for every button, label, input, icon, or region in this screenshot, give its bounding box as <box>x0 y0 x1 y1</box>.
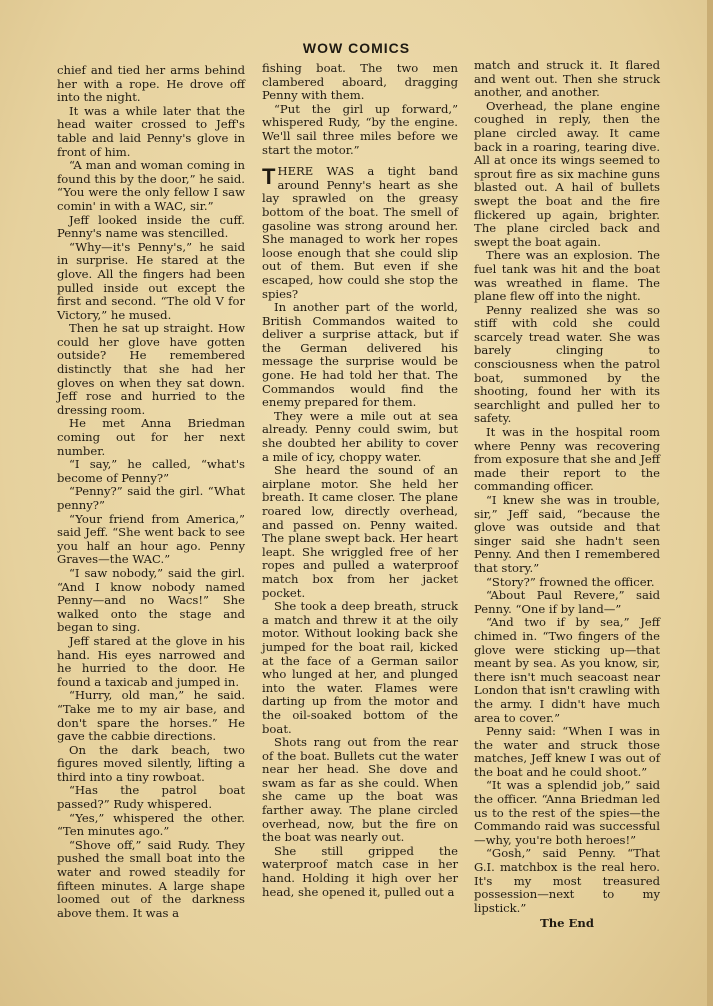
section-start-paragraph <box>262 165 458 301</box>
paragraph: “Why—it's Penny's,” he said in surprise. He stared at the glove. All the fingers had been pulled inside out except the first and second. “The old V for Victory,” he mused. <box>57 239 245 322</box>
paragraph: In another part of the world, British Commandos waited to deliver a surprise attack, but if the German delivered his message the surprise would be gone. He had told her that. The Commandos would find the enemy prepared for them. <box>262 300 458 410</box>
page-edge <box>707 0 713 1006</box>
paragraph: “I knew she was in trouble, sir,” Jeff said, “because the glove was outside and that singer said she hadn't seen Penny. And then I remembered that story.” <box>474 493 660 575</box>
paragraph: “Penny?” said the girl. “What penny?” <box>57 484 245 512</box>
paragraph: “About Paul Revere,” said Penny. “One if by land—” <box>474 588 660 616</box>
paragraph: Then he sat up straight. How could her glove have gotten outside? He remembered distinctly that she had her gloves on when they sat down. Jeff rose and hurried to the dressing room. <box>57 321 245 417</box>
text-column-2 <box>262 62 458 899</box>
paragraph: chief and tied her arms behind her with a rope. He drove off into the night. <box>57 63 245 105</box>
paragraph: Overhead, the plane engine coughed in reply, then the plane circled away. It came back in a roaring, tearing dive. All at once its wings seemed to sprout fire as six machine guns blasted out. A hail of bullets swept the boat and the fire flickered up again, brighter. The plane circled back and swept the boat again. <box>474 98 660 249</box>
paragraph: Shots rang out from the rear of the boat. Bullets cut the water near her head. She dove and swam as far as she could. When she came up the boat was farther away. The plane circled overhead, now, but the fire on the boat was nearly out. <box>262 735 458 845</box>
paragraph: “Story?” frowned the officer. <box>486 574 655 589</box>
paragraph: “Has the patrol boat passed?” Rudy whispered. <box>57 783 245 812</box>
drop-cap: T <box>262 164 276 190</box>
paragraph: fishing boat. The two men clambered aboard, dragging Penny with them. <box>262 61 458 103</box>
paragraph: Penny realized she was so stiff with cold she could scarcely tread water. She was barely clinging to consciousness when the patrol boat, summoned by the shooting, found her with its searchlight and pulled her to safety. <box>474 302 660 426</box>
paragraph: “Your friend from America,” said Jeff. “She went back to see you half an hour ago. Penny Graves—the WAC.” <box>57 511 245 567</box>
paragraph: “I saw nobody,” said the girl. “And I know nobody named Penny—and no Wacs!” She walked onto the stage and began to sing. <box>57 565 245 635</box>
paragraph: match and struck it. It flared and went out. Then she struck another, and another. <box>474 58 660 100</box>
paragraph: It was a while later that the head waiter crossed to Jeff's table and laid Penny's glove in front of him. <box>57 103 245 159</box>
paragraph: She took a deep breath, struck a match and threw it at the oily motor. Without looking back she jumped for the boat rail, kicked at the face of a German sailor who lunged at her, and plunged into the water. Flames were darting up from the motor and the oil-soaked bottom of the boat. <box>262 599 458 736</box>
story-end-marker: The End <box>540 916 594 931</box>
text-column-3 <box>474 59 660 931</box>
paragraph: “A man and woman coming in found this by the door,” he said. “You were the only fellow I saw comin' in with a WAC, sir.” <box>57 158 245 213</box>
paragraph: “Hurry, old man,” he said. “Take me to my air base, and don't spare the horses.” He gave the cabbie directions. <box>57 688 245 744</box>
paragraph: They were a mile out at sea already. Penny could swim, but she doubted her ability to cover a mile of icy, choppy water. <box>262 408 458 464</box>
paragraph: Penny said: “When I was in the water and struck those matches, Jeff knew I was out of the boat and he could shoot.” <box>474 724 660 779</box>
paragraph: There was an explosion. The fuel tank was hit and the boat was wreathed in flame. The plane flew off into the night. <box>474 248 660 304</box>
paragraph: “Put the girl up forward,” whispered Rudy, “by the engine. We'll sail three miles before we start the motor.” <box>262 101 458 157</box>
text-column-1 <box>57 64 245 920</box>
paragraph: “Yes,” whispered the other. “Ten minutes ago.” <box>57 810 245 839</box>
paragraph: It was in the hospital room where Penny was recovering from exposure that she and Jeff made their report to the commanding officer. <box>474 425 660 494</box>
paragraph: She heard the sound of an airplane motor. She held her breath. It came closer. The plane roared low, directly overhead, and passed on. Penny waited. The plane swept back. Her heart leapt. She wriggled free of her ropes and pulled a waterproof match box from her jacket pocket. <box>262 463 458 600</box>
paragraph-text: HERE WAS a tight band around Penny's heart as she lay sprawled on the greasy bottom of the boat. The smell of gasoline was strong around her. She managed to work her ropes loose enough that she could slip out of them. But even if she escaped, how could she stop the spies? <box>262 164 458 301</box>
paragraph: “Shove off,” said Rudy. They pushed the small boat into the water and rowed steadily for fifteen minutes. A large shape loomed out of the darkness above them. It was a <box>57 837 245 920</box>
paragraph: She still gripped the waterproof match case in her hand. Holding it high over her head, she opened it, pulled out a <box>262 843 458 899</box>
paragraph: “It was a splendid job,” said the officer. “Anna Briedman led us to the rest of the spies—the Commando raid was successful—why, you're both heroes!” <box>474 778 660 847</box>
paragraph: Jeff looked inside the cuff. Penny's name was stencilled. <box>57 212 245 241</box>
paragraph: “And two if by sea,” Jeff chimed in. “Two fingers of the glove were sticking up—that meant by sea. As you know, sir, there isn't much seacoast near London that isn't crawling with the army. I didn't have much area to cover.” <box>474 615 660 725</box>
paragraph: Jeff stared at the glove in his hand. His eyes narrowed and he hurried to the door. He found a taxicab and jumped in. <box>57 633 245 689</box>
paragraph: He met Anna Briedman coming out for her next number. <box>57 416 245 458</box>
paragraph: On the dark beach, two figures moved silently, lifting a third into a tiny rowboat. <box>57 742 245 784</box>
page-header: WOW COMICS <box>302 40 411 56</box>
paragraph: “I say,” he called, “what's become of Penny?” <box>57 457 245 485</box>
paragraph: “Gosh,” said Penny. “That G.I. matchbox is the real hero. It's my most treasured possession—next to my lipstick.” <box>474 846 660 915</box>
